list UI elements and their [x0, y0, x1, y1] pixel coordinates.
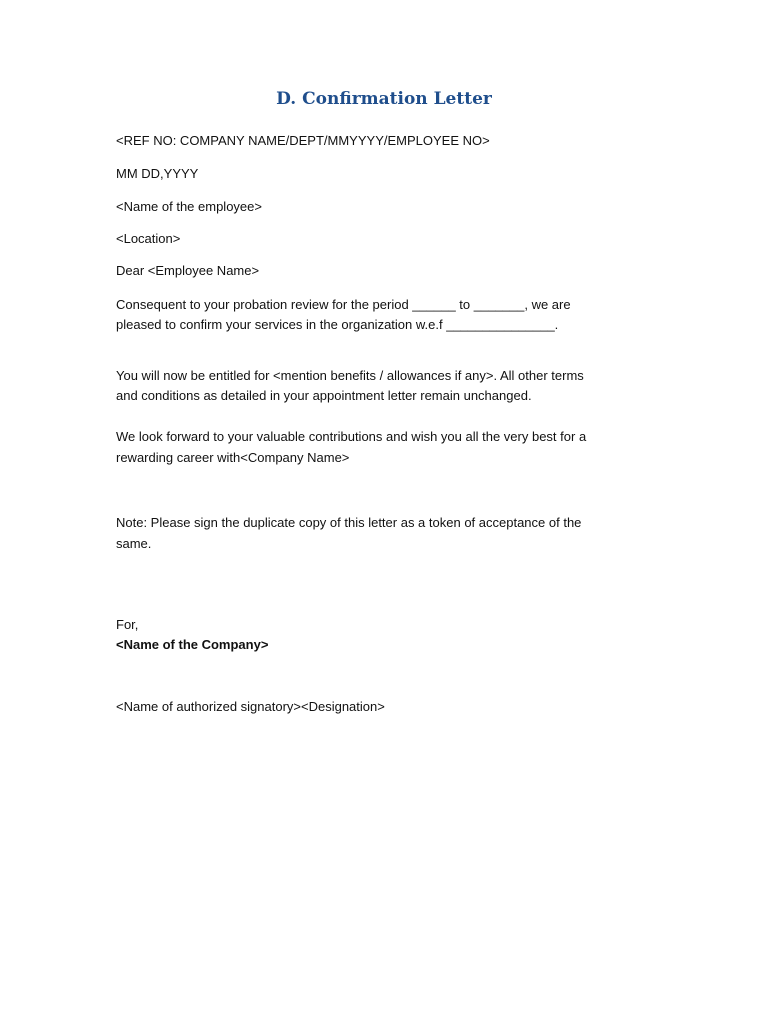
- paragraph-wishes-line-2: rewarding career with<Company Name>: [116, 450, 350, 465]
- letter-date: MM DD,YYYY: [116, 166, 199, 181]
- paragraph-confirmation-line-2: pleased to confirm your services in the organization w.e.f _______________.: [116, 317, 559, 332]
- reference-number: <REF NO: COMPANY NAME/DEPT/MMYYYY/EMPLOYEE NO>: [116, 133, 490, 148]
- closing-company-name: <Name of the Company>: [116, 637, 269, 652]
- employee-location: <Location>: [116, 231, 181, 246]
- note-line-1: Note: Please sign the duplicate copy of this letter as a token of acceptance of the: [116, 515, 582, 530]
- authorized-signatory: <Name of authorized signatory><Designation>: [116, 699, 385, 714]
- salutation: Dear <Employee Name>: [116, 263, 260, 278]
- note-line-2: same.: [116, 536, 152, 551]
- closing-for: For,: [116, 617, 139, 632]
- letter-title: D. Confirmation Letter: [276, 89, 492, 109]
- paragraph-confirmation-line-1: Consequent to your probation review for the period ______ to _______, we are: [116, 297, 571, 312]
- employee-name: <Name of the employee>: [116, 199, 262, 214]
- paragraph-wishes-line-1: We look forward to your valuable contributions and wish you all the very best for a: [116, 429, 587, 444]
- paragraph-benefits-line-1: You will now be entitled for <mention benefits / allowances if any>. All other terms: [116, 368, 584, 383]
- paragraph-benefits-line-2: and conditions as detailed in your appointment letter remain unchanged.: [116, 388, 532, 403]
